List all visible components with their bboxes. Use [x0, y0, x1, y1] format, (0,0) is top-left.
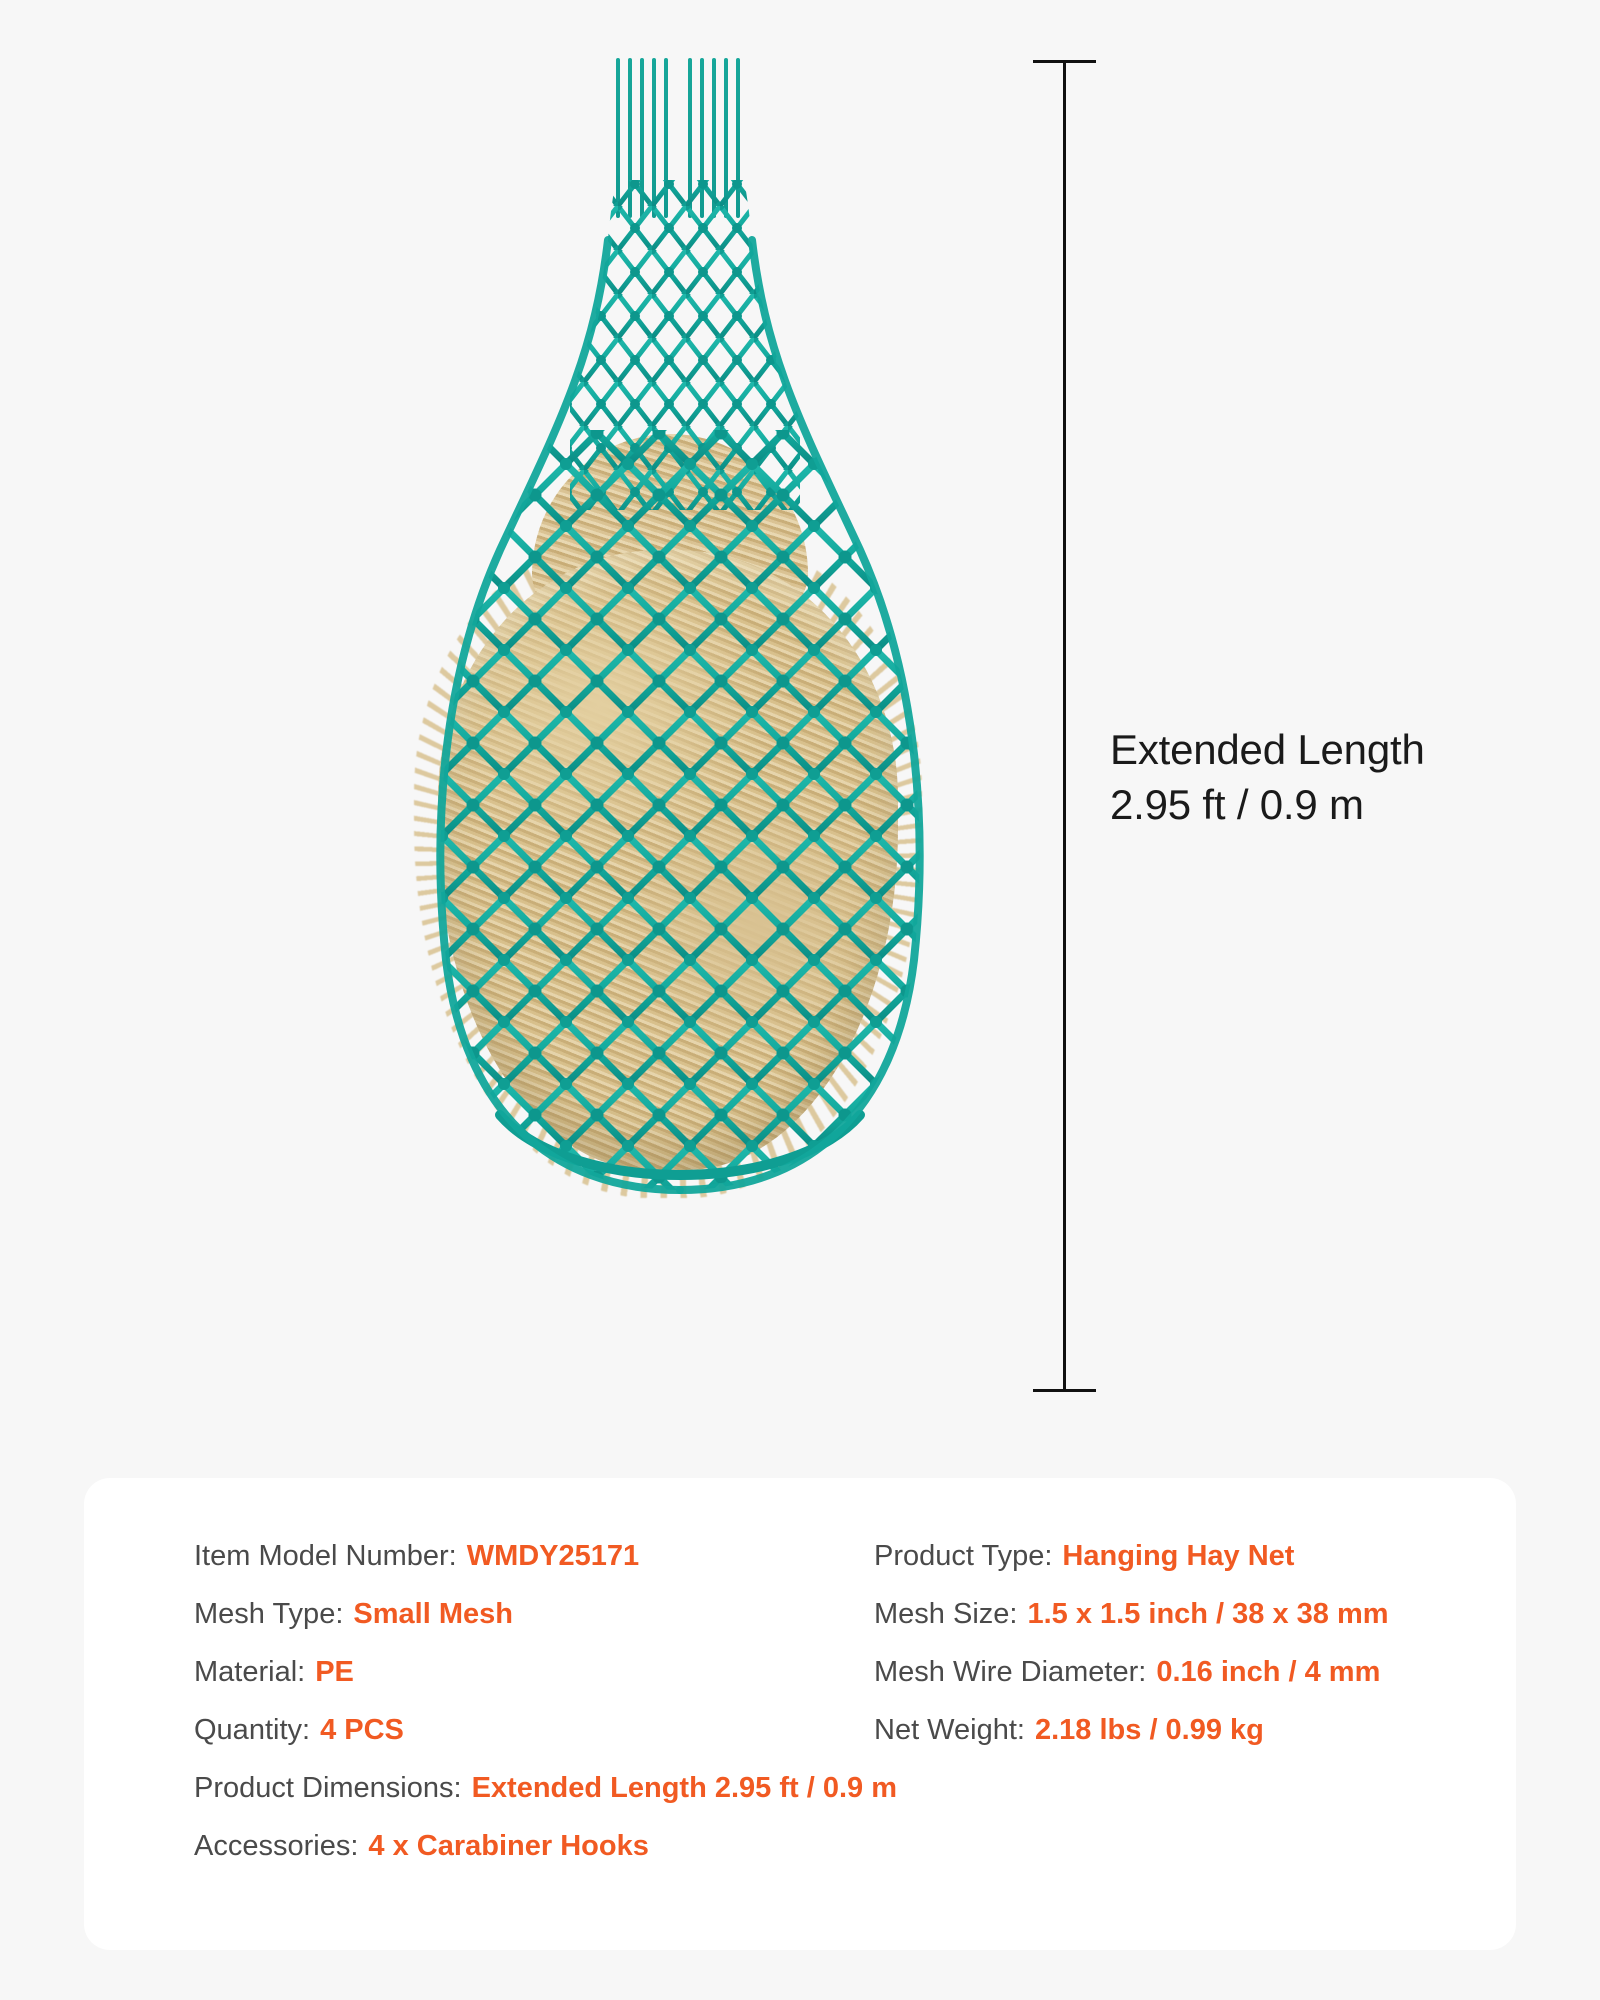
- spec-item-mesh-type: [194, 1598, 874, 1631]
- spec-item-product-type: [874, 1540, 1474, 1573]
- spec-value: 4 x Carabiner Hooks: [368, 1830, 649, 1862]
- spec-value: 0.16 inch / 4 mm: [1156, 1656, 1381, 1688]
- specification-card: [84, 1478, 1516, 1950]
- net-strand: [616, 58, 620, 218]
- hay-body: [438, 550, 898, 1170]
- spec-key: Item Model Number:: [194, 1540, 457, 1572]
- spec-item-material: [194, 1656, 874, 1689]
- spec-key: Quantity:: [194, 1714, 311, 1746]
- spec-value: 2.18 lbs / 0.99 kg: [1034, 1714, 1264, 1746]
- spec-row: [194, 1540, 1474, 1573]
- spec-value: Extended Length 2.95 ft / 0.9 m: [471, 1772, 897, 1804]
- spec-key: Accessories:: [194, 1830, 359, 1862]
- spec-row: [194, 1656, 1474, 1689]
- spec-row: [194, 1598, 1474, 1631]
- spec-item-accessories: [194, 1830, 1474, 1863]
- net-strand: [664, 58, 668, 218]
- net-strand: [640, 58, 644, 218]
- spec-key: Net Weight:: [874, 1714, 1025, 1746]
- dimension-label: [1110, 722, 1425, 833]
- dimension-label-line1: Extended Length: [1110, 726, 1425, 773]
- specification-list: [194, 1540, 1474, 1888]
- spec-item-quantity: [194, 1714, 874, 1747]
- net-strand: [688, 58, 692, 218]
- spec-item-product-dimensions: [194, 1772, 1474, 1805]
- spec-row: [194, 1772, 1474, 1805]
- net-strand: [724, 58, 728, 218]
- spec-row: [194, 1714, 1474, 1747]
- spec-row: [194, 1830, 1474, 1863]
- spec-key: Material:: [194, 1656, 306, 1688]
- net-hanging-strands: [612, 58, 762, 238]
- net-strand: [628, 58, 632, 218]
- spec-key: Product Type:: [874, 1540, 1053, 1572]
- dimension-cap-bottom: [1033, 1389, 1096, 1392]
- spec-item-mesh-size: [874, 1598, 1474, 1631]
- hay-net-illustration: [380, 30, 980, 1430]
- spec-value: 1.5 x 1.5 inch / 38 x 38 mm: [1027, 1598, 1389, 1630]
- net-strand: [700, 58, 704, 218]
- net-strand: [712, 58, 716, 218]
- spec-item-mesh-wire-diameter: [874, 1656, 1474, 1689]
- dimension-line: [1063, 60, 1066, 1392]
- spec-value: WMDY25171: [466, 1540, 640, 1572]
- spec-key: Mesh Type:: [194, 1598, 344, 1630]
- spec-value: PE: [315, 1656, 354, 1688]
- spec-item-net-weight: [874, 1714, 1474, 1747]
- product-image: [380, 30, 980, 1430]
- spec-value: Hanging Hay Net: [1062, 1540, 1295, 1572]
- net-strand: [736, 58, 740, 218]
- spec-key: Mesh Size:: [874, 1598, 1018, 1630]
- spec-key: Mesh Wire Diameter:: [874, 1656, 1147, 1688]
- net-strand: [652, 58, 656, 218]
- spec-value: Small Mesh: [353, 1598, 513, 1630]
- spec-item-model-number: [194, 1540, 874, 1573]
- dimension-label-line2: 2.95 ft / 0.9 m: [1110, 781, 1364, 829]
- spec-key: Product Dimensions:: [194, 1772, 462, 1804]
- spec-value: 4 PCS: [320, 1714, 404, 1746]
